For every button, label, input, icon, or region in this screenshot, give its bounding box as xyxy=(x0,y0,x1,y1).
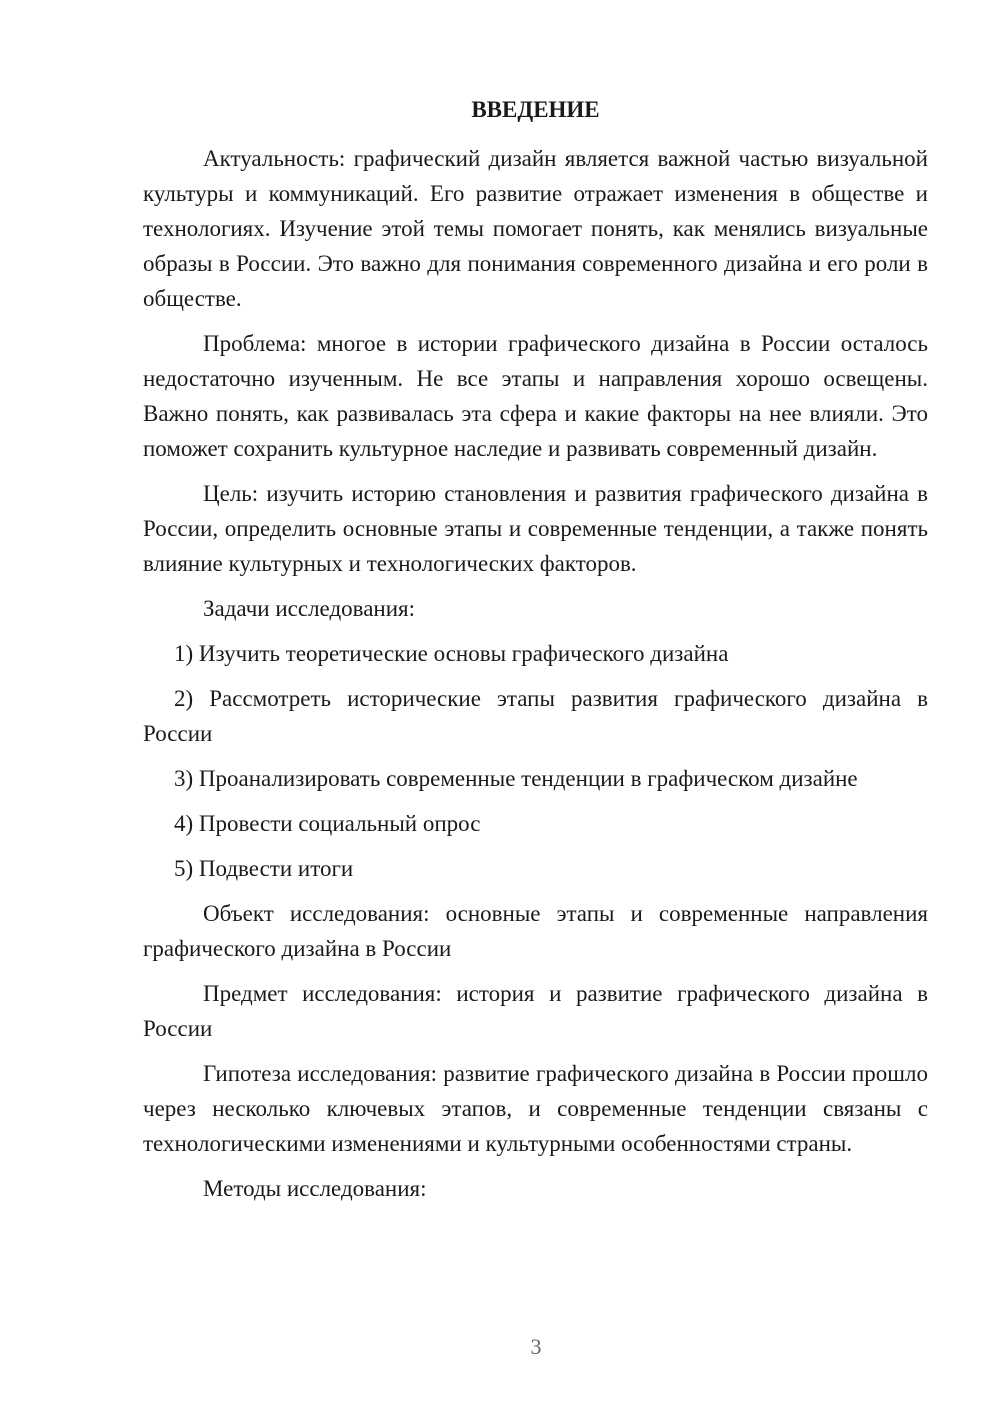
subject-paragraph: Предмет исследования: история и развитие графического дизайна в России xyxy=(143,981,928,1041)
task-item: 3) Проанализировать современные тенденции в графическом дизайне xyxy=(174,766,858,791)
object-paragraph: Объект исследования: основные этапы и современные направления графического дизайна в России xyxy=(143,901,928,961)
tasks-list xyxy=(143,636,928,886)
problem-paragraph: Проблема: многое в истории графического дизайна в России осталось недостаточно изученным. Не все этапы и направления хорошо освещены. Важно понять, как развивалась эта сфера и какие факторы на нее влияли. Это поможет сохранить культурное наследие и развивать современный дизайн. xyxy=(143,331,928,461)
hypothesis-paragraph: Гипотеза исследования: развитие графического дизайна в России прошло через несколько ключевых этапов, и современные тенденции связаны с технологическими изменениями и культурными особенностями страны. xyxy=(143,1061,928,1156)
goal-paragraph: Цель: изучить историю становления и развития графического дизайна в России, определить основные этапы и современные тенденции, а также понять влияние культурных и технологических факторов. xyxy=(143,481,928,576)
task-item: 4) Провести социальный опрос xyxy=(174,811,481,836)
methods-heading: Методы исследования: xyxy=(203,1176,427,1201)
document-page xyxy=(143,95,928,1216)
task-item: 2) Рассмотреть исторические этапы развития графического дизайна в России xyxy=(143,686,928,746)
relevance-paragraph: Актуальность: графический дизайн является важной частью визуальной культуры и коммуникаций. Его развитие отражает изменения в обществе и технологиях. Изучение этой темы помогает понять, как менялись визуальные образы в России. Это важно для понимания современного дизайна и его роли в обществе. xyxy=(143,146,928,311)
page-number: 3 xyxy=(530,1334,542,1359)
task-item: 1) Изучить теоретические основы графического дизайна xyxy=(174,641,729,666)
section-title: ВВЕДЕНИЕ xyxy=(471,97,600,122)
tasks-heading: Задачи исследования: xyxy=(203,596,416,621)
task-item: 5) Подвести итоги xyxy=(174,856,354,881)
